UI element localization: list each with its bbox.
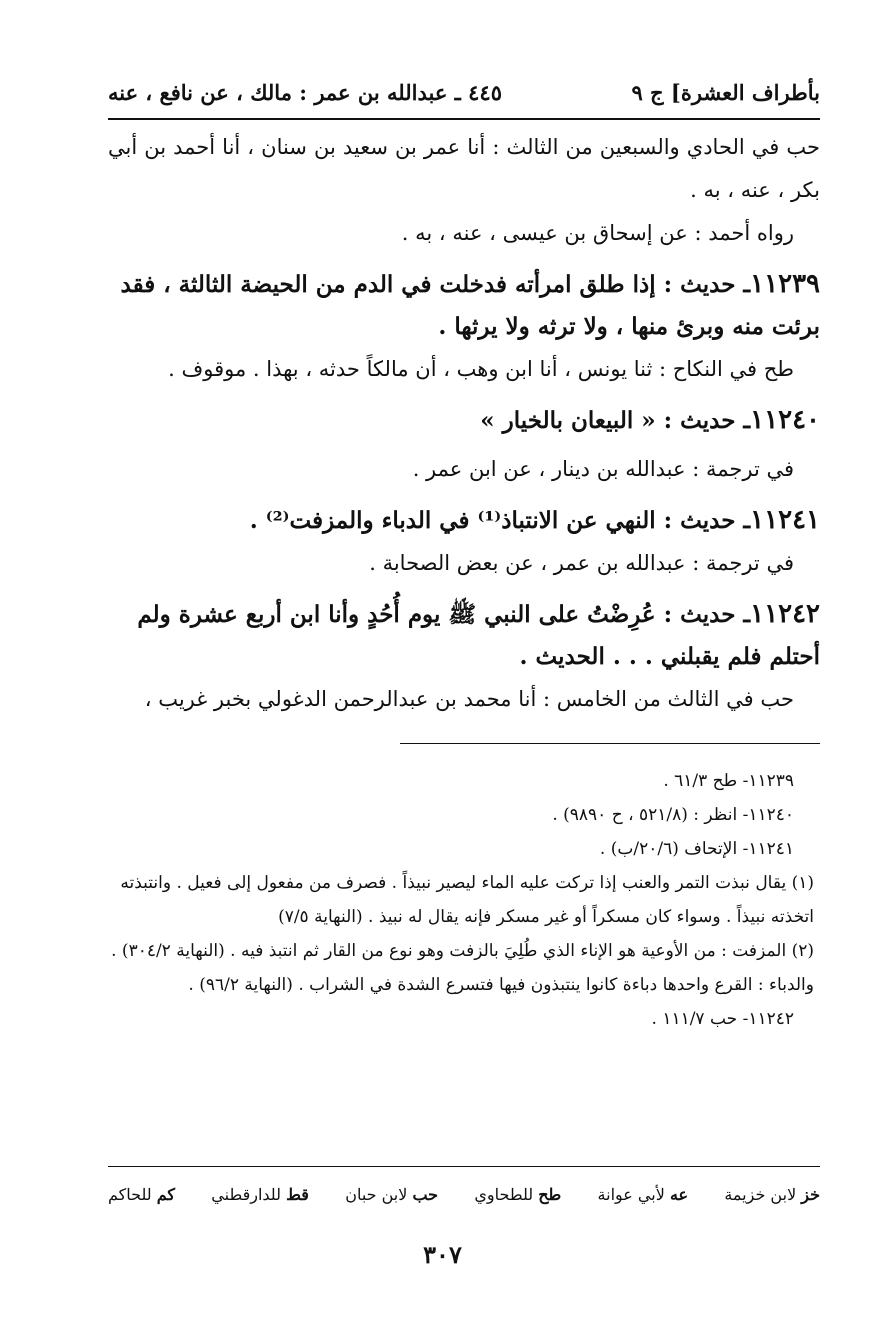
abbreviation-item: طح للطحاوي	[474, 1185, 562, 1204]
hadith-number: ١١٢٤٠	[750, 405, 820, 435]
header-book-title: بأطراف العشرة] ج ٩	[631, 80, 820, 105]
abbreviation-item: كم للحاكم	[108, 1185, 175, 1204]
hadith-text: ـ حديث : عُرِضْتُ على النبي ﷺ يوم أُحُدٍ وأنا ابن أربع عشرة ولم أحتلم فلم يقبلني . . . الحديث .	[137, 601, 820, 670]
abbreviation-key	[108, 1166, 820, 1204]
footnote-note: (٢) المزفت : من الأوعية هو الإناء الذي طُلِيَ بالزفت وهو نوع من القار ثم انتبذ فيه . (النهاية ٣٠٤/٢) . والدباء : القرع واحدها دباءة كانوا ينتبذون فيها فتسرع الشدة في الشراب . (النهاية ٩٦/٢) .	[111, 941, 814, 995]
hadith-source: طح في النكاح : ثنا يونس ، أنا ابن وهب ، أن مالكاً حدثه ، بهذا . موقوف .	[168, 357, 794, 381]
hadith-entry-11239	[108, 263, 820, 348]
hadith-text: ـ حديث : إذا طلق امرأته فدخلت في الدم من الحيضة الثالثة ، فقد برئت منه وبرئ منها ، ولا ترثه ولا يرثها .	[120, 271, 820, 340]
footnote-ref: ١١٢٤٠- انظر : (٥٢١/٨ ، ح ٩٨٩٠) .	[552, 805, 794, 825]
hadith-source: حب في الثالث من الخامس : أنا محمد بن عبدالرحمن الدغولي بخبر غريب ،	[144, 687, 794, 711]
footnote-ref: ١١٢٣٩- طح ٦١/٣ .	[663, 771, 794, 791]
abbreviation-item: حب لابن حبان	[345, 1185, 439, 1204]
hadith-text: ـ حديث : « البيعان بالخيار »	[480, 407, 751, 434]
hadith-number: ١١٢٣٩	[750, 269, 820, 299]
page-content	[108, 72, 820, 1036]
hadith-entry-11242	[108, 593, 820, 678]
paragraph-continuation: حب في الحادي والسبعين من الثالث : أنا عمر بن سعيد بن سنان ، أنا أحمد بن أبي بكر ، عنه ، به .	[108, 135, 820, 202]
footnote-ref: ١١٢٤٢- حب ١١١/٧ .	[651, 1009, 794, 1029]
header-rule	[108, 118, 820, 120]
hadith-source: في ترجمة : عبدالله بن عمر ، عن بعض الصحابة .	[369, 551, 794, 575]
running-header	[108, 72, 820, 118]
hadith-number: ١١٢٤٢	[750, 599, 820, 629]
abbreviation-list	[108, 1167, 820, 1204]
hadith-text: ـ حديث : النهي عن الانتباذ⁽¹⁾ في الدباء والمزفت⁽²⁾ .	[249, 507, 751, 534]
abbreviation-item: قط للدارقطني	[211, 1185, 309, 1204]
header-section-title: ٤٤٥ ـ عبدالله بن عمر : مالك ، عن نافع ، عنه	[108, 80, 502, 105]
hadith-source: في ترجمة : عبدالله بن دينار ، عن ابن عمر .	[412, 457, 794, 481]
abbreviation-item: عه لأبي عوانة	[597, 1185, 689, 1204]
page-number: ٣٠٧	[423, 1240, 462, 1269]
paragraph-ahmad: رواه أحمد : عن إسحاق بن عيسى ، عنه ، به .	[401, 221, 794, 245]
hadith-entry-11240	[108, 399, 820, 442]
hadith-number: ١١٢٤١	[750, 505, 820, 535]
abbreviation-item: خز لابن خزيمة	[724, 1185, 820, 1204]
footnote-ref: ١١٢٤١- الإتحاف (٢٠/٦/ب) .	[599, 839, 794, 859]
footnote-separator	[400, 743, 820, 744]
hadith-entry-11241	[108, 499, 820, 542]
footnote-note: (١) يقال نبذت التمر والعنب إذا تركت عليه الماء ليصير نبيذاً . فصرف من مفعول إلى فعيل . وانتبذته اتخذته نبيذاً . وسواء كان مسكراً أو غير مسكر فإنه يقال له نبيذ . (النهاية ٧/٥)	[120, 873, 814, 927]
